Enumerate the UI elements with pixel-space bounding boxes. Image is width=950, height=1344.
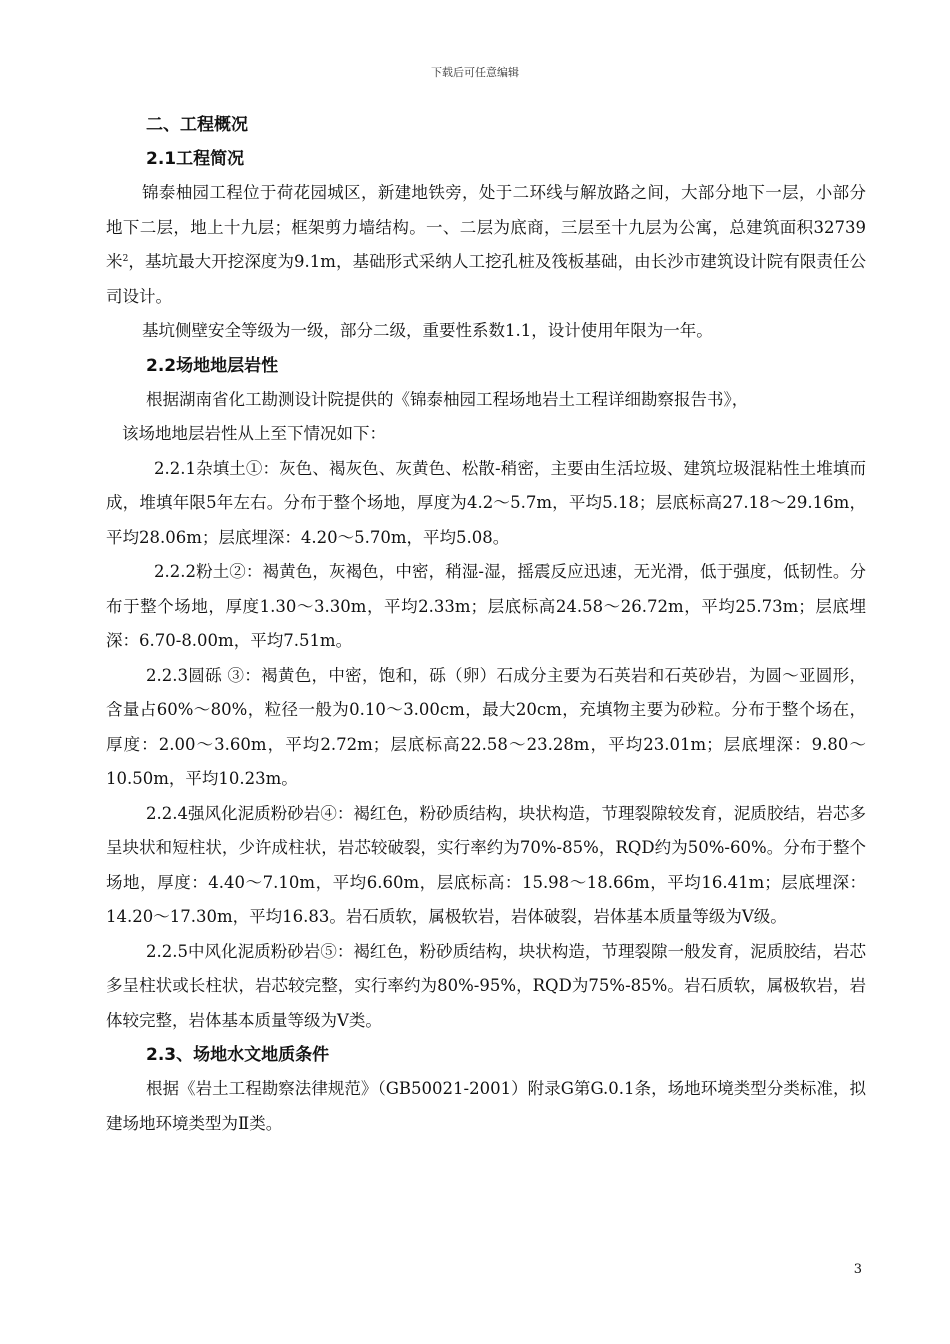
section-title-2-2: 2.2场地地层岩性 [146,355,279,376]
paragraph-2-2-intro-2: 该场地地层岩性从上至下情况如下： [122,424,386,443]
paragraph-2-2-intro-1: 根据湖南省化工勘测设计院提供的《锦泰柚园工程场地岩土工程详细勘察报告书》， [146,389,749,409]
page-header: 下载后可任意编辑 [431,66,519,79]
paragraph-2-2-2: 2.2.2粉土②：褐黄色，灰褐色，中密，稍湿-湿，摇震反应迅速，无光滑，低于强度，低韧性。分布于整个场地，厚度1.30～3.30m，平均2.33m；层底标高24.58～26.72m，平均25.73m；层底埋深：6.70-8.00m，平均7.51m。 [106,562,866,650]
paragraph-2-1-a: 锦泰柚园工程位于荷花园城区，新建地铁旁，处于二环线与解放路之间，大部分地下一层，小部分地下二层，地上十九层；框架剪力墙结构。一、二层为底商，三层至十九层为公寓，总建筑面积32739米$^2$，基坑最大开挖深度为9.1m，基础形式采纳人工挖孔桩及筏板基础，由长沙市建筑设计院有限责任公司设计。 [106,183,867,306]
section-title-2: 二、工程概况 [146,115,248,135]
paragraph-2-2-5: 2.2.5中风化泥质粉砂岩⑤：褐红色，粉砂质结构，块状构造，节理裂隙一般发育，泥质胶结，岩芯多呈柱状或长柱状，岩芯较完整，实行率约为80%-95%，RQD为75%-85%。岩石质软，属极软岩，岩体较完整，岩体基本质量等级为Ⅴ类。 [106,941,866,1030]
paragraph-2-2-4: 2.2.4强风化泥质粉砂岩④：褐红色，粉砂质结构，块状构造，节理裂隙较发育，泥质胶结，岩芯多呈块状和短柱状，少许成柱状，岩芯较破裂，实行率约为70%-85%，RQD约为50%-60%。分布于整个场地，厚度：4.40～7.10m，平均6.60m，层底标高：15.98～18.66m，平均16.41m；层底埋深：14.20～17.30m，平均16.83。岩石质软，属极软岩，岩体破裂，岩体基本质量等级为Ⅴ级。 [106,803,866,926]
page-number: 3 [853,1262,862,1277]
document-body [106,108,866,1141]
section-title-2-3: 2.3、场地水文地质条件 [146,1045,330,1065]
paragraph-2-3: 根据《岩土工程勘察法律规范》（GB50021-2001）附录G第G.0.1条，场地环境类型分类标准，拟建场地环境类型为Ⅱ类。 [106,1079,866,1133]
paragraph-2-1-b: 基坑侧壁安全等级为一级，部分二级，重要性系数1.1，设计使用年限为一年。 [142,321,713,340]
section-title-2-1: 2.1工程简况 [146,149,245,169]
paragraph-2-2-1: 2.2.1杂填土①：灰色、褐灰色、灰黄色、松散-稍密，主要由生活垃圾、建筑垃圾混粘性土堆填而成，堆填年限5年左右。分布于整个场地，厚度为4.2～5.7m，平均5.18；层底标高27.18～29.16m，平均28.06m；层底埋深：4.20～5.70m，平均5.08。 [106,458,866,547]
paragraph-2-2-3: 2.2.3圆砾 ③：褐黄色，中密，饱和，砾（卵）石成分主要为石英岩和石英砂岩，为圆～亚圆形，含量占60%～80%，粒径一般为0.10～3.00cm，最大20cm，充填物主要为砂粒。分布于整个场在，厚度：2.00～3.60m，平均2.72m；层底标高22.58～23.28m，平均23.01m；层底埋深：9.80～10.50m，平均10.23m。 [106,665,866,788]
